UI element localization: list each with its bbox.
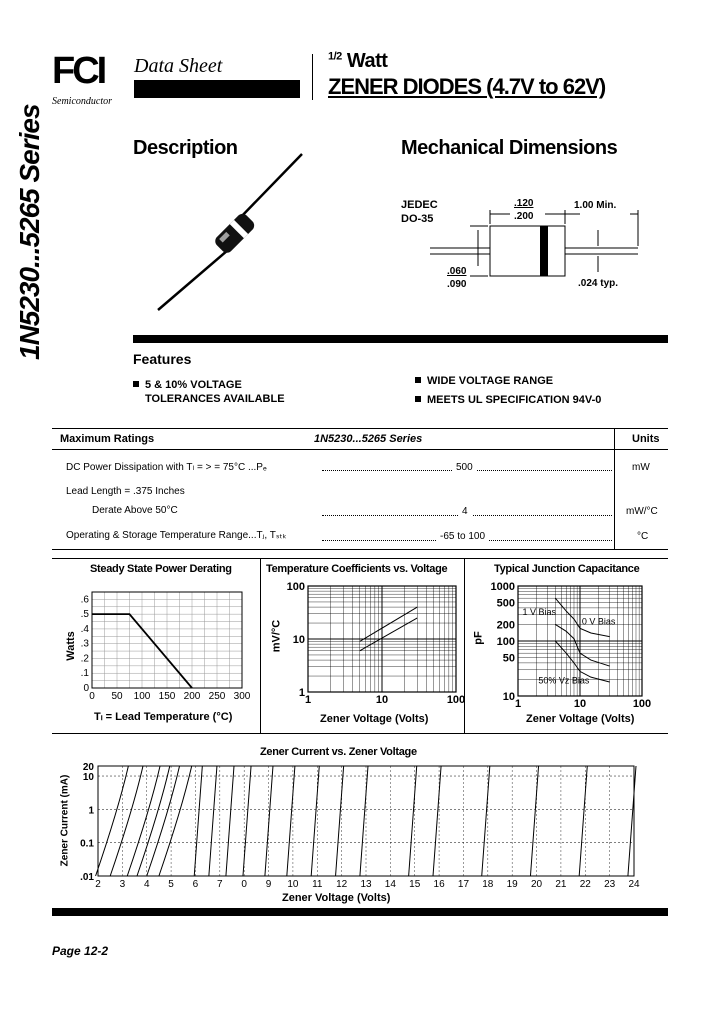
chart4-title: Zener Current vs. Zener Voltage bbox=[260, 746, 417, 758]
y-tick-label: 50 bbox=[502, 652, 515, 665]
x-tick-label: 6 bbox=[192, 879, 199, 890]
rating-row-value: 500 bbox=[452, 462, 477, 473]
x-tick-label: 200 bbox=[183, 691, 201, 702]
chart4-xlabel: Zener Voltage (Volts) bbox=[282, 892, 391, 904]
zener-curve bbox=[409, 766, 417, 876]
chart1-xlabel: Tₗ = Lead Temperature (°C) bbox=[94, 711, 233, 723]
chart3-ylabel: pF bbox=[472, 631, 485, 645]
series-vertical-label: 1N5230...5265 Series bbox=[14, 104, 45, 360]
x-tick-label: 1 bbox=[514, 698, 522, 710]
y-tick-label: .01 bbox=[80, 872, 94, 883]
y-tick-label: 100 bbox=[286, 581, 305, 593]
x-tick-label: 18 bbox=[482, 879, 494, 890]
x-tick-label: 1 bbox=[304, 694, 312, 706]
y-tick-label: 200 bbox=[496, 619, 515, 632]
x-tick-label: 0 bbox=[241, 879, 247, 890]
series-col-header: 1N5230...5265 Series bbox=[314, 433, 423, 445]
zener-curve bbox=[96, 766, 129, 876]
rating-row-label: Operating & Storage Temperature Range...Tⱼ, Tₛₜₖ bbox=[66, 530, 287, 541]
y-tick-label: .6 bbox=[80, 594, 89, 606]
y-tick-label: .5 bbox=[80, 609, 89, 621]
series-line bbox=[360, 607, 418, 641]
company-logo: FCI bbox=[52, 50, 105, 92]
feature-ul-spec bbox=[415, 391, 601, 410]
bullet-icon bbox=[133, 381, 139, 387]
rating-row-unit: °C bbox=[637, 531, 649, 542]
lead-diameter-dim: .024 typ. bbox=[578, 278, 619, 289]
chart4-ylabel: Zener Current (mA) bbox=[59, 774, 71, 867]
x-tick-label: 10 bbox=[287, 879, 299, 890]
chart3-plot bbox=[480, 578, 670, 713]
jedec-text: JEDEC bbox=[401, 199, 438, 211]
diameter-dims bbox=[447, 265, 466, 291]
description-heading: Description bbox=[133, 137, 238, 159]
rating-row-unit: mW bbox=[632, 462, 650, 473]
x-tick-label: 0 bbox=[89, 691, 95, 702]
diameter-min: .060 bbox=[447, 266, 467, 277]
product-title: ZENER DIODES (4.7V to 62V) bbox=[328, 74, 606, 99]
y-tick-label: .3 bbox=[80, 638, 89, 650]
x-tick-label: 150 bbox=[158, 691, 176, 702]
x-tick-label: 20 bbox=[530, 879, 543, 890]
diameter-max: .090 bbox=[447, 279, 467, 290]
header-divider bbox=[312, 54, 313, 100]
x-tick-label: 9 bbox=[265, 879, 272, 890]
y-tick-label: 10 bbox=[292, 634, 305, 646]
rating-row-value: -65 to 100 bbox=[436, 531, 489, 542]
chart1-ylabel: Watts bbox=[64, 631, 77, 661]
feature-voltage-range-text: WIDE VOLTAGE RANGE bbox=[427, 375, 554, 387]
zener-curve bbox=[209, 766, 217, 876]
x-tick-label: 100 bbox=[632, 698, 652, 710]
series-line bbox=[555, 624, 609, 666]
zener-curve bbox=[579, 766, 587, 876]
x-tick-label: 10 bbox=[375, 694, 389, 706]
footer-separator bbox=[52, 908, 668, 916]
annotation-label: 0 V Bias bbox=[581, 616, 616, 627]
chart2-ylabel: mV/°C bbox=[270, 619, 283, 653]
x-tick-label: 15 bbox=[409, 879, 421, 890]
mechanical-heading: Mechanical Dimensions bbox=[401, 137, 618, 159]
body-length-max: .200 bbox=[514, 211, 534, 222]
y-tick-label: 500 bbox=[496, 597, 515, 610]
y-tick-label: 10 bbox=[502, 691, 515, 703]
x-tick-label: 24 bbox=[628, 879, 640, 890]
feature-tolerance bbox=[133, 378, 285, 392]
units-col-header: Units bbox=[632, 433, 660, 445]
series-line bbox=[360, 618, 418, 651]
chart2-title: Temperature Coefficients vs. Voltage bbox=[266, 563, 448, 575]
chart2-plot bbox=[278, 578, 468, 713]
section-separator bbox=[133, 335, 668, 343]
x-tick-label: 300 bbox=[233, 691, 251, 702]
y-tick-label: .1 bbox=[80, 668, 89, 680]
body-length-dims bbox=[514, 197, 533, 223]
zener-curve bbox=[110, 766, 143, 876]
x-tick-label: 5 bbox=[168, 879, 174, 890]
chart2-xlabel: Zener Voltage (Volts) bbox=[320, 713, 429, 725]
feature-ul-spec-text: MEETS UL SPECIFICATION 94V-0 bbox=[427, 394, 602, 406]
x-tick-label: 16 bbox=[433, 879, 445, 890]
feature-left bbox=[133, 378, 285, 406]
chart3-title: Typical Junction Capacitance bbox=[494, 563, 640, 575]
features-heading: Features bbox=[133, 351, 192, 367]
wattage-fraction: 1/2 bbox=[328, 50, 342, 63]
header-bar bbox=[134, 80, 300, 98]
body-length-min: .120 bbox=[514, 198, 534, 209]
y-tick-label: 0.1 bbox=[80, 838, 94, 850]
feature-tolerance-line2: TOLERANCES AVAILABLE bbox=[145, 393, 285, 405]
chart3-xlabel: Zener Voltage (Volts) bbox=[526, 713, 635, 725]
y-tick-label: 100 bbox=[496, 636, 515, 648]
y-tick-label: 1 bbox=[298, 687, 305, 699]
x-tick-label: 12 bbox=[336, 879, 348, 890]
feature-voltage-range bbox=[415, 372, 601, 391]
bullet-icon bbox=[415, 396, 421, 402]
rating-row-label: Lead Length = .375 Inches bbox=[66, 486, 185, 497]
y-tick-label: .2 bbox=[80, 653, 89, 665]
x-tick-label: 10 bbox=[573, 698, 587, 710]
zener-curve bbox=[265, 766, 273, 876]
lead-length-dim: 1.00 Min. bbox=[574, 200, 617, 211]
zener-curve bbox=[360, 766, 368, 876]
x-tick-label: 21 bbox=[555, 879, 567, 890]
x-tick-label: 7 bbox=[217, 879, 223, 890]
zener-curve bbox=[287, 766, 295, 876]
diode-illustration bbox=[140, 150, 320, 320]
rating-row-value: 4 bbox=[458, 506, 472, 517]
y-tick-label: 10 bbox=[82, 772, 94, 784]
x-tick-label: 250 bbox=[208, 691, 226, 702]
chart4-plot bbox=[70, 760, 650, 892]
x-tick-label: 3 bbox=[119, 879, 126, 890]
y-tick-label: 1 bbox=[88, 805, 94, 817]
y-tick-label: 20 bbox=[82, 762, 94, 773]
feature-tolerance-line1: 5 & 10% VOLTAGE bbox=[145, 379, 242, 391]
x-tick-label: 23 bbox=[604, 879, 616, 890]
page-number: Page 12-2 bbox=[52, 944, 109, 958]
x-tick-label: 17 bbox=[457, 879, 470, 890]
ratings-col-header: Maximum Ratings bbox=[60, 433, 155, 445]
zener-curve bbox=[147, 766, 180, 876]
rating-row-label: Derate Above 50°C bbox=[92, 505, 178, 516]
x-tick-label: 2 bbox=[95, 879, 101, 890]
x-tick-label: 4 bbox=[143, 879, 150, 890]
x-tick-label: 11 bbox=[312, 879, 323, 890]
zener-curve bbox=[226, 766, 234, 876]
chart1-title: Steady State Power Derating bbox=[90, 563, 232, 575]
y-tick-label: 0 bbox=[83, 683, 89, 694]
x-tick-label: 22 bbox=[579, 879, 591, 890]
zener-curve bbox=[628, 766, 636, 876]
x-tick-label: 100 bbox=[133, 691, 151, 702]
annotation-label: 50% Vz Bias bbox=[538, 675, 590, 686]
x-tick-label: 19 bbox=[506, 879, 518, 890]
zener-curve bbox=[482, 766, 490, 876]
zener-curve bbox=[433, 766, 441, 876]
package-text: DO-35 bbox=[401, 213, 434, 225]
x-tick-label: 100 bbox=[446, 694, 466, 706]
logo-subtitle: Semiconductor bbox=[52, 96, 112, 107]
annotation-label: 1 V Bias bbox=[522, 606, 556, 617]
wattage-title bbox=[328, 50, 387, 73]
chart1-plot bbox=[70, 580, 255, 710]
x-tick-label: 13 bbox=[360, 879, 372, 890]
x-tick-label: 14 bbox=[384, 879, 396, 890]
wattage-unit: Watt bbox=[346, 50, 388, 72]
feature-right bbox=[415, 372, 601, 410]
zener-curve bbox=[311, 766, 319, 876]
x-tick-label: 50 bbox=[111, 691, 123, 702]
ratings-table bbox=[52, 428, 668, 550]
doc-type-title: Data Sheet bbox=[134, 55, 223, 77]
y-tick-label: 1000 bbox=[490, 581, 515, 593]
rating-row-unit: mW/°C bbox=[626, 506, 658, 517]
bullet-icon bbox=[415, 377, 421, 383]
rating-row-label: DC Power Dissipation with Tₗ = > = 75°C ...Pₑ bbox=[66, 462, 267, 473]
zener-curve bbox=[530, 766, 538, 876]
zener-curve bbox=[336, 766, 344, 876]
y-tick-label: .4 bbox=[80, 623, 89, 635]
